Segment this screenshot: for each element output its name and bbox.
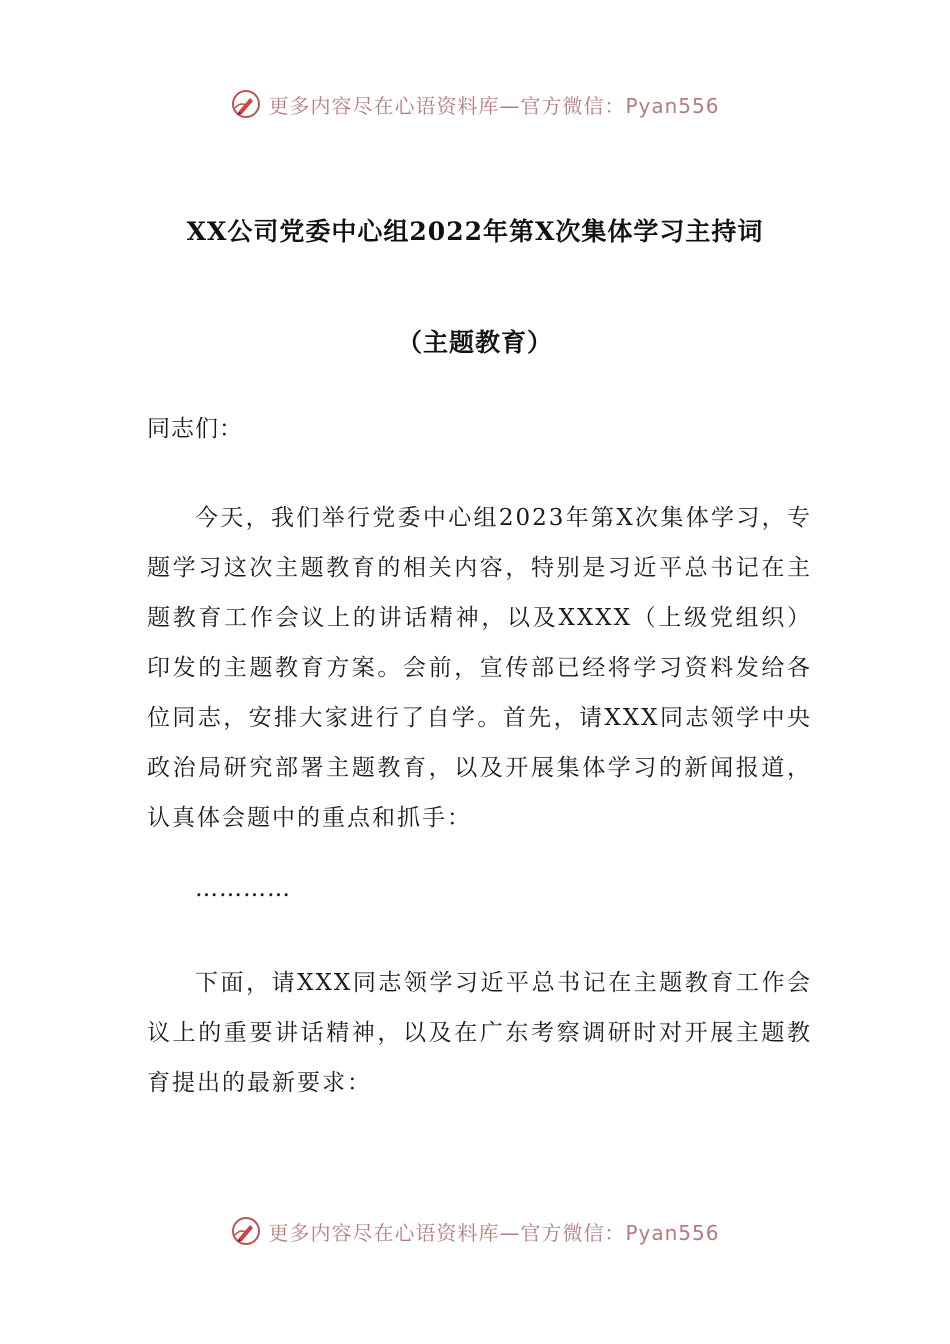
document-title: XX公司党委中心组2022年第X次集体学习主持词 <box>186 217 764 246</box>
footer-banner-text: 更多内容尽在心语资料库—官方微信：Pyan556 <box>268 1220 720 1245</box>
paragraph-1: 今天，我们举行党委中心组2023年第X次集体学习，专题学习这次主题教育的相关内容，特别是习近平总书记在主题教育工作会议上的讲话精神，以及XXXX（上级党组织）印发的主题教育方案。会前，宣传部已经将学习资料发给各位同志，安排大家进行了自学。首先，请XXX同志领学中央政治局研究部署主题教育，以及开展集体学习的新闻报道，认真体会题中的重点和抓手： <box>147 505 812 831</box>
ellipsis: ………… <box>195 876 291 902</box>
footer-banner <box>0 1211 950 1251</box>
header-banner-text: 更多内容尽在心语资料库—官方微信：Pyan556 <box>268 93 720 118</box>
pen-logo-icon <box>230 88 262 120</box>
paragraph-2: 下面，请XXX同志领学习近平总书记在主题教育工作会议上的重要讲话精神，以及在广东考察调研时对开展主题教育提出的最新要求： <box>147 970 812 1096</box>
pen-logo-icon <box>230 1215 262 1247</box>
header-banner <box>0 84 950 124</box>
document-subtitle: （主题教育） <box>396 328 553 357</box>
salutation: 同志们： <box>147 416 243 442</box>
